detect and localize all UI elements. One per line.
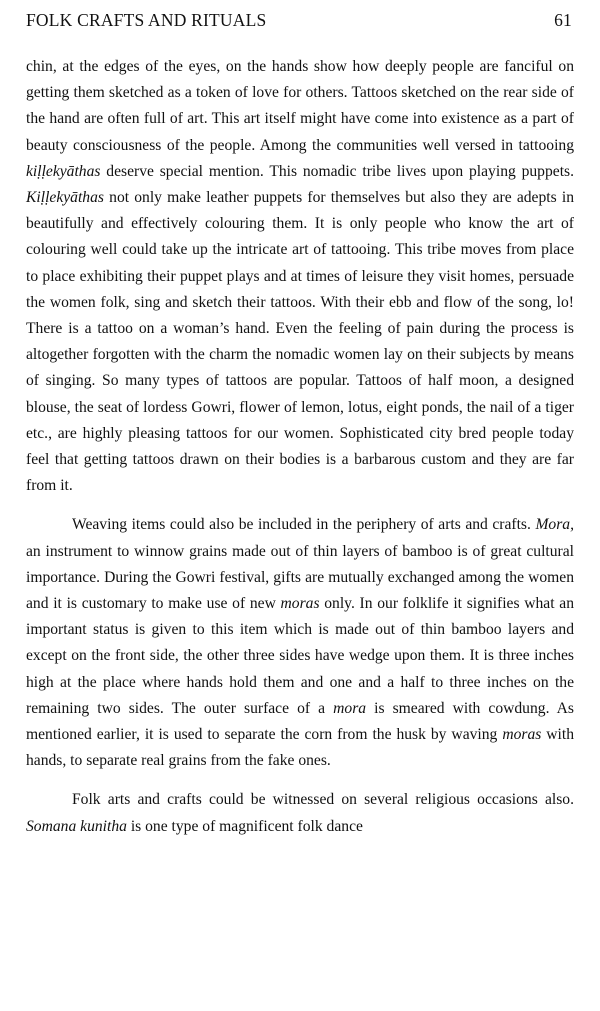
text-run: Weaving items could also be included in the periphery of arts and crafts. <box>72 516 536 534</box>
text-run: is smeared with cowdung. As mentioned earlier, it is used to separate the corn from the husk by waving <box>26 699 575 744</box>
text-run: Folk arts and crafts could be witnessed on several religious occasions also. <box>72 791 574 809</box>
paragraph-tattoos <box>26 54 574 499</box>
text-run: is one type of magnificent folk dance <box>126 817 363 835</box>
italic-term: moras <box>502 726 542 744</box>
text-run: an instrument to winnow grains made out of thin layers of bamboo is of great cultural importance. During the Gowri festival, gifts are mutually exchanged among the women and it is customary to make use of new <box>26 542 574 613</box>
text-run: only. In our folklife it signifies what an important status is given to this item which is made out of thin bamboo layers and except on the front side, the other three sides have wedge upon them. It is three inches high at the place where hands hold them and one and a half to three inches on the remaining two sides. The outer surface of a <box>26 595 574 717</box>
text-run: chin, at the edges of the eyes, on the hands show how deeply people are fanciful on getting them sketched as a token of love for others. Tattoos sketched on the rear side of the hand are often full of art. This art itself might have come into existence as a part of beauty consciousness of the people. Among the communities well versed in tattooing <box>26 58 574 154</box>
italic-term: Kiḷḷekyāthas <box>26 189 104 207</box>
italic-term: Mora, <box>535 516 574 534</box>
paragraph-weaving <box>26 512 574 774</box>
italic-term: moras <box>280 595 320 613</box>
page-number: 61 <box>554 10 572 30</box>
paragraph-folk-arts <box>26 787 574 839</box>
text-run: deserve special mention. This nomadic tribe lives upon playing puppets. <box>100 162 574 180</box>
italic-term: Somana kunitha <box>26 817 127 835</box>
running-header <box>26 10 574 36</box>
text-run: not only make leather puppets for themselves but also they are adepts in beautifully and effectively colouring them. It is only people who know the art of colouring well could take up the intricate art of tattooing. This tribe moves from place to place exhibiting their puppet plays and at times of leisure they visit homes, persuade the women folk, sing and sketch their tattoos. With their ebb and flow of the song, lo! There is a tattoo on a woman’s hand. Even the feeling of pain during the process is altogether forgotten with the charm the nomadic women lay on their subjects by means of singing. So many types of tattoos are popular. Tattoos of half moon, a designed blouse, the seat of lordess Gowri, flower of lemon, lotus, eight ponds, the nail of a tiger etc., are highly pleasing tattoos for our women. Sophisticated city bred people today feel that getting tattoos drawn on their bodies is a barbarous custom and they are far from it. <box>26 189 574 495</box>
italic-term: mora <box>333 699 367 717</box>
running-title: FOLK CRAFTS AND RITUALS <box>26 10 267 30</box>
body-text <box>26 54 574 840</box>
italic-term: kiḷḷekyāthas <box>26 162 101 180</box>
text-run: with hands, to separate real grains from the fake ones. <box>26 726 574 770</box>
